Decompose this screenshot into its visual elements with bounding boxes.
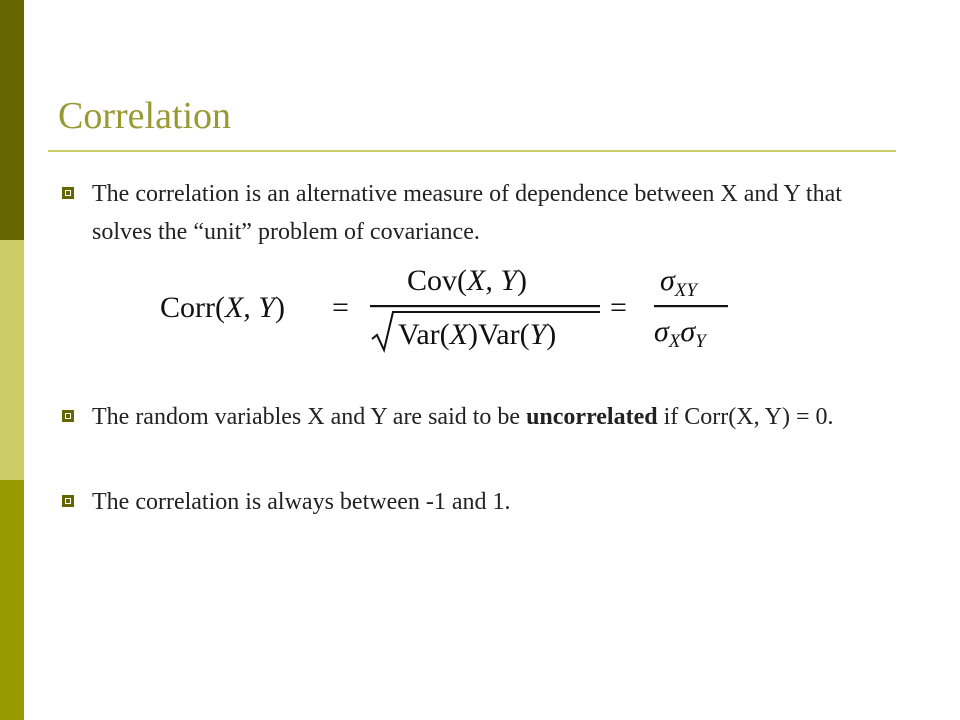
sidebar-segment-middle	[0, 240, 24, 480]
formula-den-x: X	[449, 318, 468, 351]
bullet-text	[92, 398, 897, 436]
formula-num-func: Cov(	[407, 264, 467, 297]
formula-den-var1: Var(	[398, 318, 450, 351]
formula-den-close: )	[546, 318, 557, 351]
slide-title: Correlation	[58, 95, 232, 137]
correlation-formula	[160, 262, 760, 358]
formula-lhs-args: X, Y	[224, 291, 275, 324]
bullet-text: The correlation is an alternative measure of dependence between X and Y that solves the “unit” problem of covariance.	[92, 181, 842, 245]
bullet-text: The correlation is always between -1 and 1.	[92, 489, 511, 515]
bullet-text-post: if Corr(X, Y) = 0.	[657, 404, 834, 430]
formula-sigma-x: σ	[654, 315, 669, 348]
left-sidebar-bar	[0, 0, 24, 720]
formula-sigma-num: σ	[660, 264, 675, 297]
formula-sub-x: X	[668, 331, 681, 352]
square-bullet-icon	[62, 187, 74, 199]
formula-sigma-y: σ	[680, 315, 696, 348]
title-underline	[48, 150, 896, 152]
fraction-bar-1	[370, 305, 600, 307]
bullet-text-bold: uncorrelated	[526, 404, 658, 430]
formula-eq-2: =	[610, 291, 627, 324]
svg-text:Cov(X, Y)	[407, 264, 527, 297]
svg-text:Var(X)Var(Y)	[398, 318, 556, 351]
square-bullet-icon	[62, 410, 74, 422]
formula-num-close: )	[517, 264, 528, 297]
sidebar-segment-bottom	[0, 480, 24, 720]
svg-text:σXY	[660, 264, 699, 301]
formula-den-mid: )Var(	[467, 318, 530, 351]
formula-lhs-func: Corr(	[160, 291, 225, 324]
svg-text:σXσY	[654, 315, 708, 352]
bullet-item	[62, 483, 897, 521]
formula-den-y: Y	[529, 318, 547, 351]
bullet-text-pre: The random variables X and Y are said to be	[92, 404, 527, 430]
formula-sub-xy: XY	[674, 280, 697, 301]
sidebar-segment-top	[0, 0, 24, 240]
formula-eq-1: =	[332, 291, 349, 324]
formula-lhs-close: )	[275, 291, 285, 324]
formula-sub-y: Y	[695, 331, 706, 352]
square-bullet-icon	[62, 495, 74, 507]
svg-text:Corr(X, Y)	[160, 291, 285, 324]
bullet-item	[62, 175, 897, 251]
fraction-bar-2	[654, 305, 728, 307]
formula-num-args: X, Y	[467, 264, 518, 297]
bullet-item	[62, 398, 897, 436]
